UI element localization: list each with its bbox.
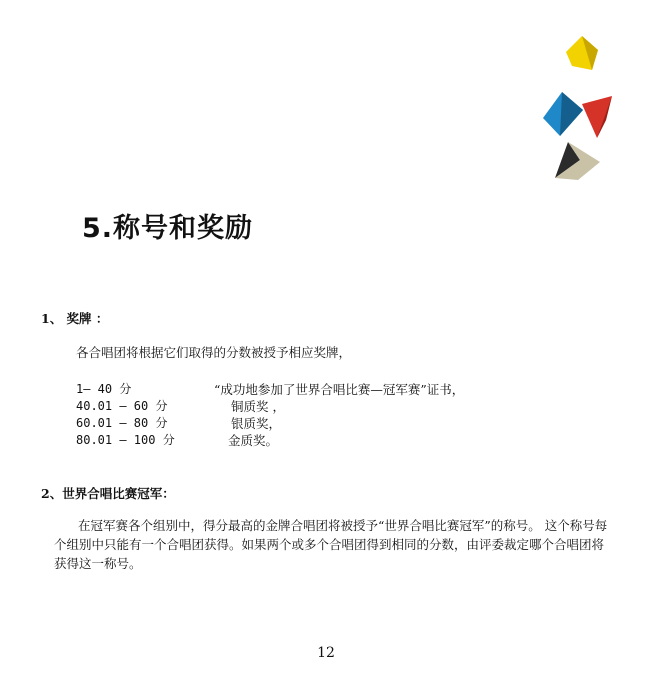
champion-description: 在冠军赛各个组别中，得分最高的金牌合唱团将被授予“世界合唱比赛冠军”的称号。 这个称号每个组别中只能有一个合唱团获得。如果两个或多个合唱团得到相同的分数，由评委裁定哪个合唱团将获得这一称号。 (54, 518, 608, 571)
medal-award: 金质奖。 (228, 433, 279, 448)
medal-points: 80.01 — 100 分 (76, 433, 175, 447)
medal-award: “成功地参加了世界合唱比赛—冠军赛”证书， (214, 382, 465, 397)
medal-award: 银质奖， (231, 416, 282, 431)
decorative-logo (0, 0, 652, 200)
medal-points: 60.01 — 80 分 (76, 416, 168, 430)
medal-points: 40.01 — 60 分 (76, 399, 168, 413)
medal-award: 铜质奖 ， (231, 399, 285, 414)
page-number: 12 (317, 645, 335, 661)
page-title: 5.称号和奖励 (82, 213, 254, 244)
section-heading-champion: 2、世界合唱比赛冠军： (41, 486, 175, 501)
logo-blue-shade (560, 92, 583, 136)
medal-points: 1— 40 分 (76, 382, 132, 396)
medals-intro: 各合唱团将根据它们取得的分数被授予相应奖牌， (76, 345, 352, 360)
section-heading-medals: 1、 奖牌 ： (41, 311, 109, 326)
logo-red-shape (582, 96, 612, 138)
